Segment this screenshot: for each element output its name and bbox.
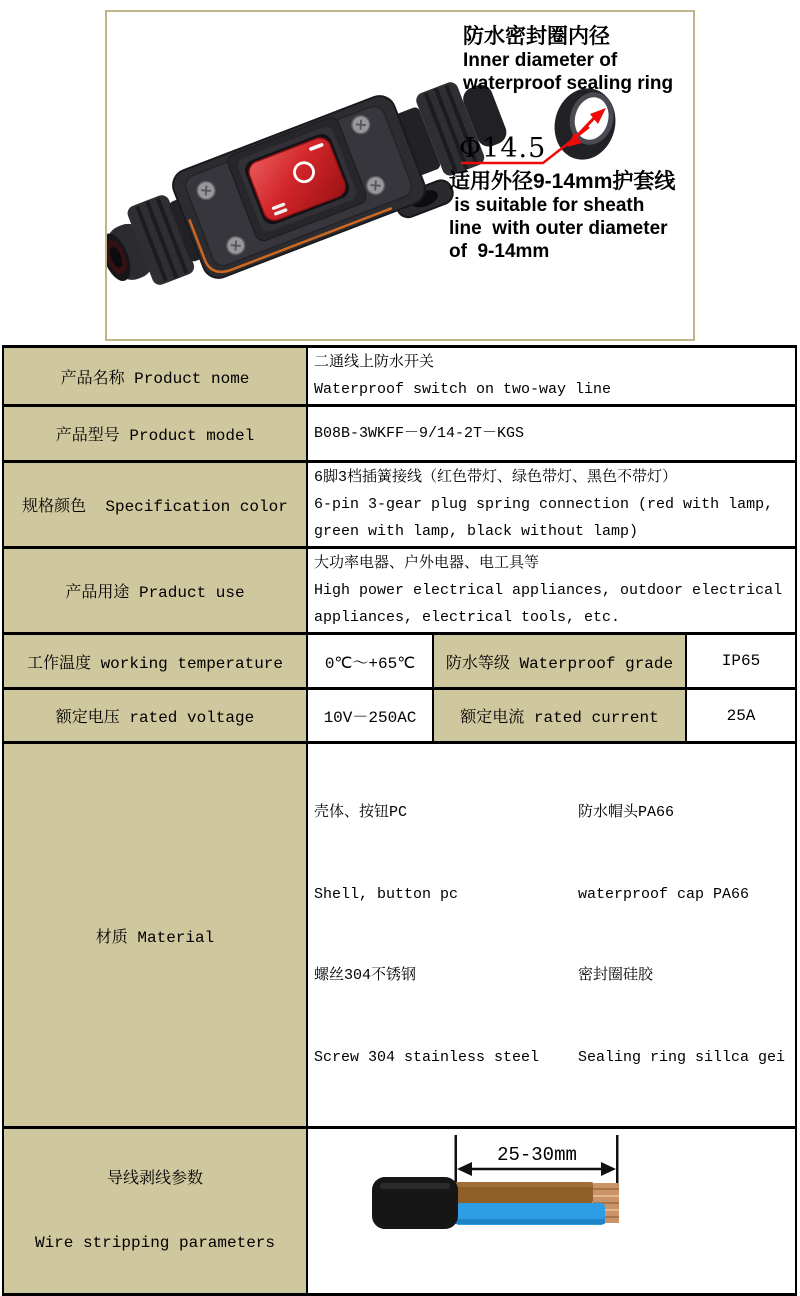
- screw-icon: [351, 115, 370, 134]
- spec-color-en2: green with lamp, black without lamp): [314, 523, 639, 540]
- material-line: waterproof cap PA66: [578, 885, 750, 903]
- wire-diagram-cell: [307, 1128, 796, 1295]
- material-line: Screw 304 stainless steel: [314, 1048, 540, 1066]
- product-use-value: [307, 548, 796, 634]
- product-model-value: [307, 406, 796, 462]
- material-line: Sealing ring sillca gei: [578, 1048, 786, 1066]
- row-product-model: [3, 406, 796, 462]
- wire-stripping-diagram: [308, 1129, 793, 1233]
- material-col-cap: [578, 745, 791, 1125]
- screw-icon: [366, 176, 385, 195]
- rated-voltage-value: 10V－250AC: [307, 689, 433, 743]
- material-value: [307, 743, 796, 1128]
- material-line: 壳体、按钮PC: [314, 804, 408, 821]
- product-use-en1: High power electrical appliances, outdoor electrical: [314, 582, 783, 599]
- waterproof-grade-value: IP65: [686, 634, 796, 689]
- product-name-value: [307, 347, 796, 406]
- wire-stripping-label: [3, 1128, 307, 1295]
- sheath-note-en: of 9-14mm: [449, 241, 550, 262]
- material-line: Shell, button pc: [314, 885, 459, 903]
- product-model-label: 产品型号 Product model: [3, 406, 307, 462]
- material-label: 材质 Material: [3, 743, 307, 1128]
- row-product-use: [3, 548, 796, 634]
- row-working-temperature: [3, 634, 796, 689]
- sheath-title-zh: 适用外径9-14mm护套线: [449, 170, 676, 193]
- rated-current-value: 25A: [686, 689, 796, 743]
- working-temperature-value: 0℃～+65℃: [307, 634, 433, 689]
- spec-color-zh: 6脚3档插簧接线（红色带灯、绿色带灯、黑色不带灯）: [314, 469, 678, 486]
- sealing-ring-title-en: Inner diameter of: [463, 50, 618, 71]
- rated-voltage-label: 额定电压 rated voltage: [3, 689, 307, 743]
- product-name-zh: 二通线上防水开关: [314, 354, 435, 371]
- spec-color-en1: 6-pin 3-gear plug spring connection (red with lamp,: [314, 496, 774, 513]
- sheath-note-en: is suitable for sheath: [449, 195, 645, 216]
- sealing-ring-title-zh: 防水密封圈内径: [463, 25, 610, 48]
- specification-color-label: 规格颜色 Specification color: [3, 462, 307, 548]
- product-model-code: B08B-3WKFF－9/14-2T－KGS: [314, 425, 525, 442]
- screw-icon: [226, 236, 245, 255]
- product-photo-panel: [105, 10, 695, 341]
- product-name-en: Waterproof switch on two-way line: [314, 381, 612, 398]
- material-line: 螺丝304不锈钢: [314, 967, 417, 984]
- specification-color-value: [307, 462, 796, 548]
- wire-stripping-label-zh: 导线剥线参数: [106, 1170, 203, 1188]
- product-name-label: 产品名称 Product nome: [3, 347, 307, 406]
- row-material: [3, 743, 796, 1128]
- waterproof-grade-label: 防水等级 Waterproof grade: [433, 634, 686, 689]
- row-product-name: [3, 347, 796, 406]
- rated-current-label: 额定电流 rated current: [433, 689, 686, 743]
- working-temperature-label: 工作温度 working temperature: [3, 634, 307, 689]
- screw-icon: [196, 181, 215, 200]
- product-use-zh: 大功率电器、户外电器、电工具等: [314, 555, 540, 572]
- row-specification-color: [3, 462, 796, 548]
- sealing-ring-title-en: waterproof sealing ring: [463, 73, 674, 94]
- sheath-note: [449, 169, 675, 263]
- dimension-label: 25-30mm: [497, 1144, 577, 1166]
- row-wire-stripping: [3, 1128, 796, 1295]
- material-line: 密封圈硅胶: [578, 967, 654, 984]
- sheath-note-en: line with outer diameter: [449, 218, 668, 239]
- diameter-value: Φ14.5: [459, 133, 547, 164]
- product-use-label: 产品用途 Praduct use: [3, 548, 307, 634]
- spec-table: [2, 345, 797, 1296]
- row-rated-voltage: [3, 689, 796, 743]
- stripped-cable-graphic: [372, 1177, 619, 1229]
- sealing-ring-note: [463, 24, 673, 95]
- product-use-en2: appliances, electrical tools, etc.: [314, 609, 621, 626]
- material-col-shell: [314, 745, 578, 1125]
- wire-stripping-label-en: Wire stripping parameters: [34, 1234, 276, 1252]
- material-line: 防水帽头PA66: [578, 804, 675, 821]
